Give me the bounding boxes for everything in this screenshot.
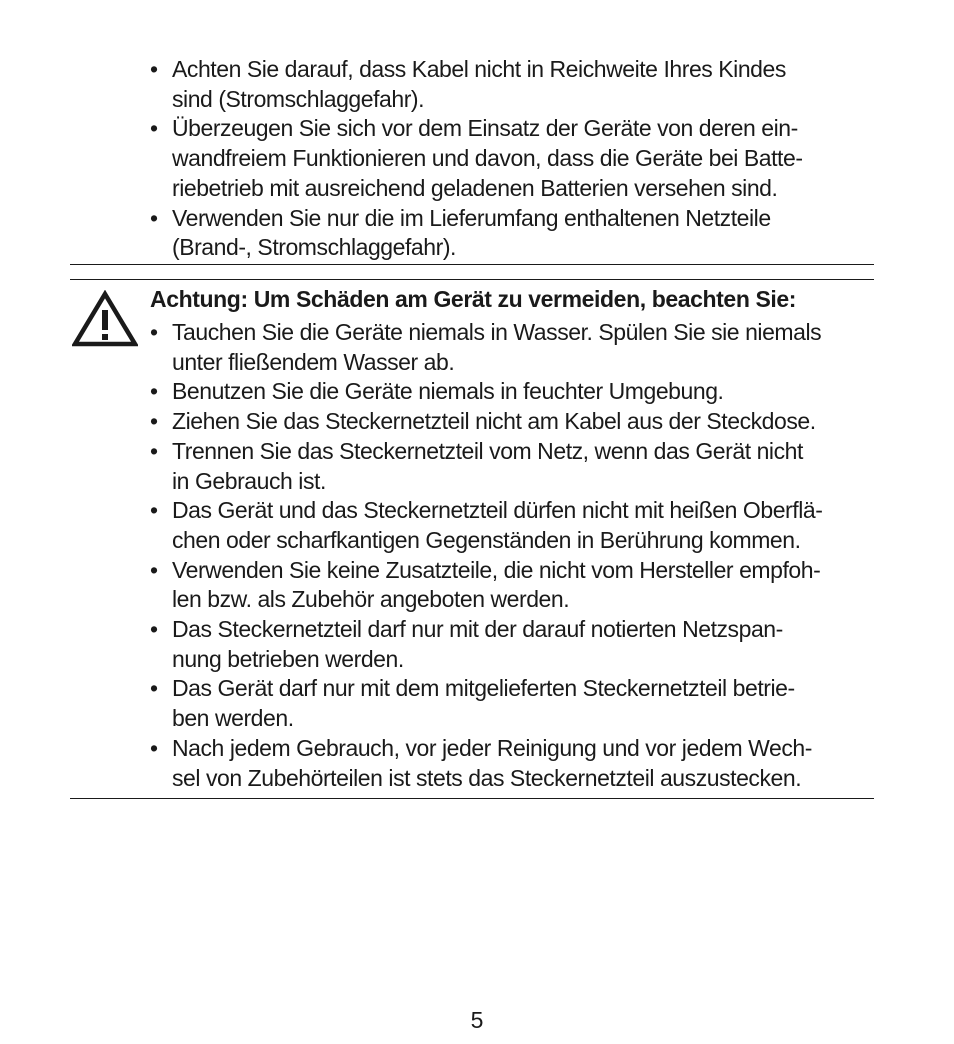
list-item bbox=[150, 114, 880, 203]
list-item bbox=[150, 377, 880, 407]
list-item bbox=[150, 674, 880, 733]
bullet: • bbox=[150, 378, 158, 405]
divider bbox=[70, 798, 874, 799]
list-item-line: riebetrieb mit ausreichend geladenen Batterien versehen sind. bbox=[172, 174, 778, 201]
bullet: • bbox=[150, 56, 158, 82]
divider bbox=[70, 279, 874, 280]
safety-list bbox=[150, 55, 880, 263]
list-item bbox=[150, 496, 880, 555]
list-item bbox=[150, 556, 880, 615]
list-item-line: Achten Sie darauf, dass Kabel nicht in Reichweite Ihres Kindes bbox=[172, 56, 786, 82]
warning-triangle-icon bbox=[72, 290, 138, 348]
list-item-line: chen oder scharfkantigen Gegenständen in Berührung kommen. bbox=[172, 526, 801, 553]
list-item-line: Verwenden Sie nur die im Lieferumfang enthaltenen Netzteile bbox=[172, 204, 771, 231]
list-item-line: ben werden. bbox=[172, 705, 294, 732]
list-item-line: Verwenden Sie keine Zusatzteile, die nicht vom Hersteller empfoh- bbox=[172, 556, 821, 583]
list-item-line: sel von Zubehörteilen ist stets das Steckernetzteil auszustecken. bbox=[172, 764, 802, 791]
list-item-line: Benutzen Sie die Geräte niemals in feuchter Umgebung. bbox=[172, 378, 724, 405]
list-item-line: Tauchen Sie die Geräte niemals in Wasser. Spülen Sie sie niemals bbox=[172, 319, 822, 345]
bullet: • bbox=[150, 408, 158, 435]
list-item bbox=[150, 615, 880, 674]
list-item bbox=[150, 318, 880, 377]
list-item bbox=[150, 55, 880, 114]
bullet: • bbox=[150, 556, 158, 583]
bullet: • bbox=[150, 319, 158, 345]
list-item-line: Das Gerät und das Steckernetzteil dürfen nicht mit heißen Oberflä- bbox=[172, 497, 823, 524]
list-item bbox=[150, 734, 880, 793]
list-item-line: Trennen Sie das Steckernetzteil vom Netz, wenn das Gerät nicht bbox=[172, 437, 803, 464]
list-item-line: Überzeugen Sie sich vor dem Einsatz der Geräte von deren ein- bbox=[172, 115, 798, 142]
list-item-line: Das Steckernetzteil darf nur mit der darauf notierten Netzspan- bbox=[172, 616, 783, 643]
bullet: • bbox=[150, 204, 158, 231]
list-item-line: nung betrieben werden. bbox=[172, 645, 404, 672]
bullet: • bbox=[150, 675, 158, 702]
list-item bbox=[150, 407, 880, 437]
list-item-line: wandfreiem Funktionieren und davon, dass die Geräte bei Batte- bbox=[172, 145, 803, 172]
bullet: • bbox=[150, 115, 158, 142]
list-item-line: Das Gerät darf nur mit dem mitgelieferten Steckernetzteil betrie- bbox=[172, 675, 795, 702]
bullet: • bbox=[150, 616, 158, 643]
bullet: • bbox=[150, 734, 158, 761]
list-item-line: in Gebrauch ist. bbox=[172, 467, 326, 494]
list-item-line: sind (Stromschlaggefahr). bbox=[172, 85, 425, 112]
list-item-line: Nach jedem Gebrauch, vor jeder Reinigung und vor jedem Wech- bbox=[172, 734, 812, 761]
warning-list bbox=[150, 318, 880, 793]
list-item-line: (Brand-, Stromschlaggefahr). bbox=[172, 234, 456, 261]
warning-heading: Achtung: Um Schäden am Gerät zu vermeiden, beachten Sie: bbox=[150, 286, 797, 312]
bullet: • bbox=[150, 437, 158, 464]
page-number: 5 bbox=[470, 1007, 484, 1033]
bullet: • bbox=[150, 497, 158, 524]
list-item bbox=[150, 437, 880, 496]
list-item-line: unter fließendem Wasser ab. bbox=[172, 348, 455, 375]
list-item bbox=[150, 204, 880, 263]
divider bbox=[70, 264, 874, 265]
list-item-line: Ziehen Sie das Steckernetzteil nicht am Kabel aus der Steckdose. bbox=[172, 408, 816, 435]
list-item-line: len bzw. als Zubehör angeboten werden. bbox=[172, 586, 570, 613]
